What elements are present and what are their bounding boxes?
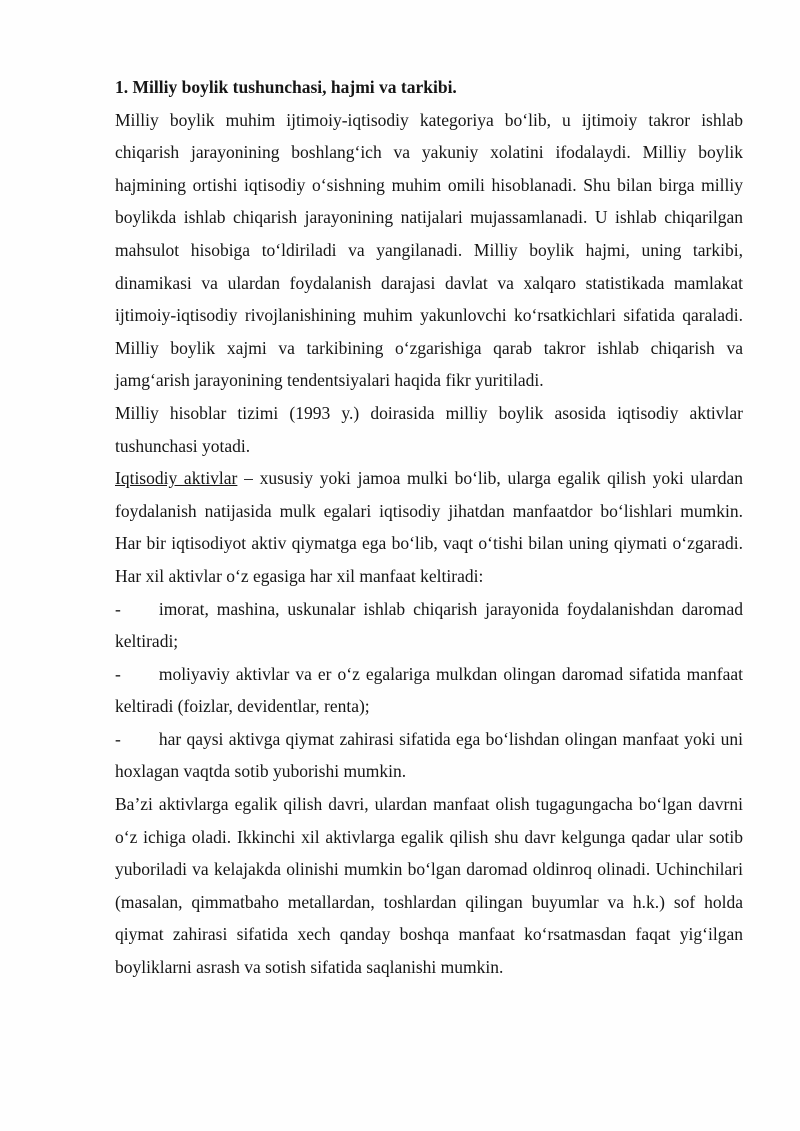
list-item: [115, 723, 743, 788]
paragraph-bazi-aktivlar: Ba’zi aktivlarga egalik qilish davri, ulardan manfaat olish tugagungacha bo‘lgan davrni o‘z ichiga oladi. Ikkinchi xil aktivlarga egalik qilish shu davr kelgunga qadar ular sotib yuboriladi va kelajakda olinishi mumkin bo‘lgan daromad oldinroq olinadi. Uchinchilari (masalan, qimmatbaho metallardan, toshlardan qilingan buyumlar va h.k.) sof holda qiymat zahirasi sifatida xech qanday boshqa manfaat ko‘rsatmasdan faqat yig‘ilgan boyliklarni asrash va sotish sifatida saqlanishi mumkin.: [115, 794, 743, 978]
paragraph-intro: Milliy boylik muhim ijtimoiy-iqtisodiy kategoriya bo‘lib, u ijtimoiy takror ishlab chiqarish jarayonining boshlang‘ich va yakuniy xolatini ifodalaydi. Milliy boylik hajmining ortishi iqtisodiy o‘sishning muhim omili hisoblanadi. Shu bilan birga milliy boylikda ishlab chiqarish jarayonining natijalari mujassamlanadi. U ishlab chiqarilgan mahsulot hisobiga to‘ldiriladi va yangilanadi. Milliy boylik hajmi, uning tarkibi, dinamikasi va ulardan foydalanish darajasi davlat va xalqaro statistikada mamlakat ijtimoiy-iqtisodiy rivojlanishining muhim yakunlovchi ko‘rsatkichlari sifatida qaraladi. Milliy boylik xajmi va tarkibining o‘zgarishiga qarab takror ishlab chiqarish va jamg‘arish jarayonining tendentsiyalari haqida fikr yuritiladi.: [115, 109, 743, 391]
paragraph-milliy-hisoblar: Milliy hisoblar tizimi (1993 y.) doirasida milliy boylik asosida iqtisodiy aktivlar tushunchasi yotadi.: [115, 402, 743, 456]
list-item: [115, 658, 743, 723]
list-item: [115, 593, 743, 658]
paragraph-iqtisodiy-aktivlar-rest: – xususiy yoki jamoa mulki bo‘lib, ularga egalik qilish yoki ulardan foydalanish natijasida mulk egalari iqtisodiy jihatdan manfaatdor bo‘lishlari mumkin. Har bir iqtisodiyot aktiv qiymatga ega bo‘lib, vaqt o‘tishi bilan uning qiymati o‘zgaradi. Har xil aktivlar o‘z egasiga har xil manfaat keltiradi:: [115, 468, 743, 586]
dash-marker: -: [115, 598, 121, 619]
dash-marker: -: [115, 663, 121, 684]
underlined-term: Iqtisodiy aktivlar: [115, 468, 238, 489]
dash-marker: -: [115, 728, 121, 749]
list-item-text: har qaysi aktivga qiymat zahirasi sifatida ega bo‘lishdan olingan manfaat yoki uni hoxlagan vaqtda sotib yuborishi mumkin.: [115, 728, 743, 782]
list-item-text: imorat, mashina, uskunalar ishlab chiqarish jarayonida foydalanishdan daromad keltiradi;: [115, 598, 743, 652]
paragraph-iqtisodiy-aktivlar: [115, 462, 743, 592]
list-item-text: moliyaviy aktivlar va er o‘z egalariga mulkdan olingan daromad sifatida manfaat keltiradi (foizlar, devidentlar, renta);: [115, 663, 743, 717]
section-heading: 1. Milliy boylik tushunchasi, hajmi va tarkibi.: [115, 77, 457, 97]
text-block: [115, 71, 743, 984]
